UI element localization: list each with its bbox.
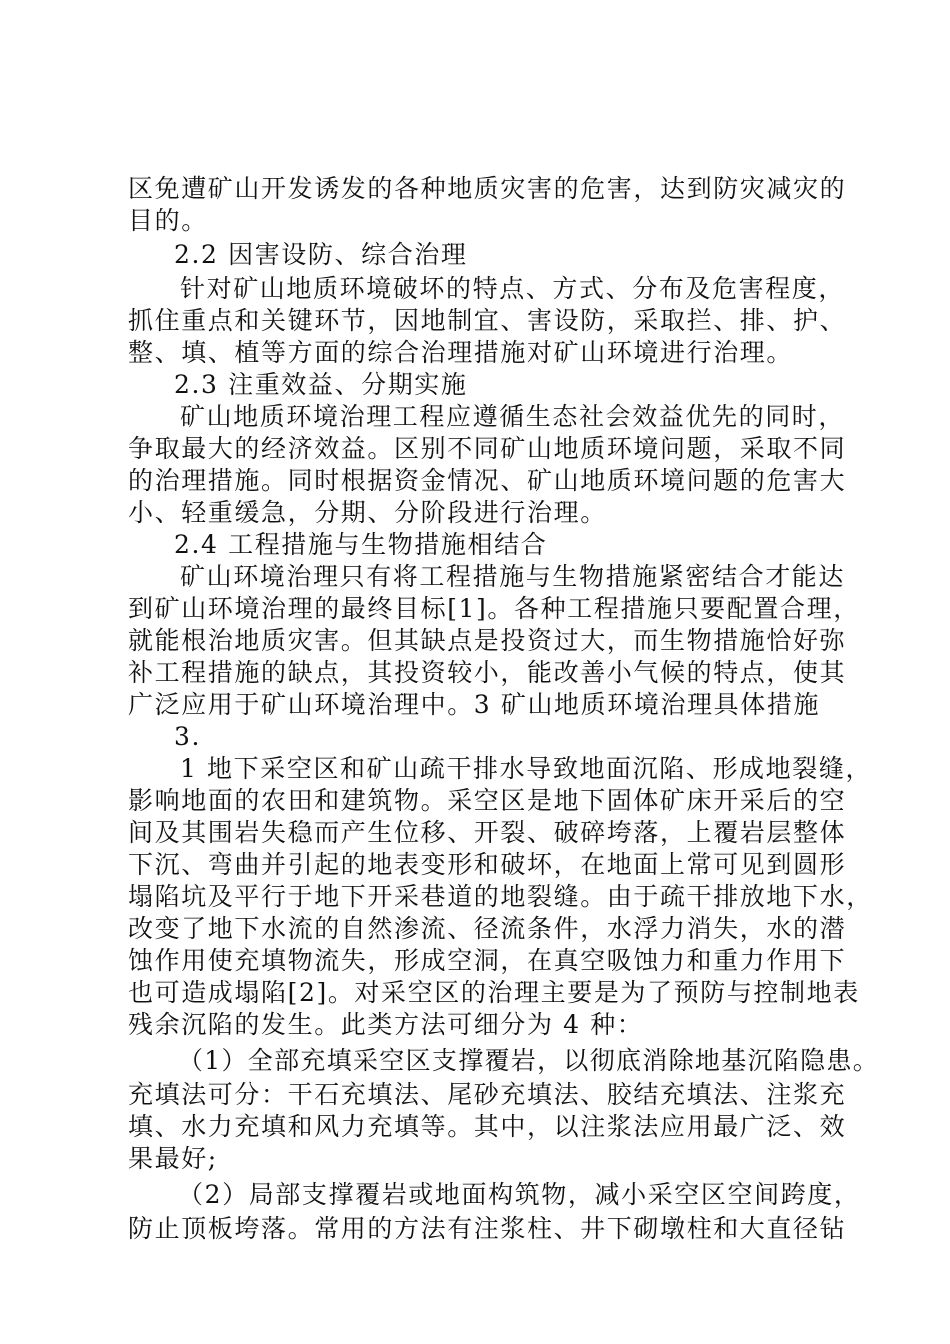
list-item-1: （1）全部充填采空区支撑覆岩，以彻底消除地基沉陷隐患。: [178, 1046, 880, 1075]
list-item-2: （2）局部支撑覆岩或地面构筑物，减小采空区空间跨度，: [178, 1180, 861, 1209]
body-text-line: 下沉、弯曲并引起的地表变形和破坏，在地面上常可见到圆形: [128, 850, 847, 879]
body-text-line: 整、填、植等方面的综合治理措施对矿山环境进行治理。: [128, 338, 794, 367]
body-text-line: 间及其围岩失稳而产生位移、开裂、破碎垮落，上覆岩层整体: [128, 818, 847, 847]
body-text-line: 的治理措施。同时根据资金情况、矿山地质环境问题的危害大: [128, 466, 847, 495]
body-text-line: 针对矿山地质环境破坏的特点、方式、分布及危害程度，: [180, 274, 846, 303]
section-number: 3.: [174, 722, 202, 751]
body-text-line: 广泛应用于矿山环境治理中。3 矿山地质环境治理具体措施: [128, 690, 821, 719]
body-text-line: 区免遭矿山开发诱发的各种地质灾害的危害，达到防灾减灾的: [128, 174, 847, 203]
body-text-line: 抓住重点和关键环节，因地制宜、害设防，采取拦、排、护、: [128, 306, 847, 335]
body-text-line: 1 地下采空区和矿山疏干排水导致地面沉陷、形成地裂缝，: [180, 754, 873, 783]
section-heading-2-2: 2.2 因害设防、综合治理: [174, 240, 468, 269]
section-heading-2-3: 2.3 注重效益、分期实施: [174, 370, 468, 399]
body-text-line: 矿山地质环境治理工程应遵循生态社会效益优先的同时，: [180, 402, 846, 431]
body-text-line: 改变了地下水流的自然渗流、径流条件，水浮力消失，水的潜: [128, 914, 847, 943]
body-text-line: 塌陷坑及平行于地下开采巷道的地裂缝。由于疏干排放地下水，: [128, 882, 873, 911]
body-text-line: 争取最大的经济效益。区别不同矿山地质环境问题，采取不同: [128, 434, 847, 463]
body-text-line: 防止顶板垮落。常用的方法有注浆柱、井下砌墩柱和大直径钻: [128, 1214, 847, 1243]
body-text-line: 充填法可分：干石充填法、尾砂充填法、胶结充填法、注浆充: [128, 1080, 847, 1109]
body-text-line: 小、轻重缓急，分期、分阶段进行治理。: [128, 498, 607, 527]
body-text-line: 到矿山环境治理的最终目标[1]。各种工程措施只要配置合理，: [128, 594, 860, 623]
body-text-line: 就能根治地质灾害。但其缺点是投资过大，而生物措施恰好弥: [128, 626, 847, 655]
body-text-line: 残余沉陷的发生。此类方法可细分为 4 种：: [128, 1010, 644, 1039]
section-heading-2-4: 2.4 工程措施与生物措施相结合: [174, 530, 548, 559]
body-text-line: 矿山环境治理只有将工程措施与生物措施紧密结合才能达: [180, 562, 846, 591]
body-text-line: 补工程措施的缺点，其投资较小，能改善小气候的特点，使其: [128, 658, 847, 687]
body-text-line: 蚀作用使充填物流失，形成空洞，在真空吸蚀力和重力作用下: [128, 946, 847, 975]
body-text-line: 填、水力充填和风力充填等。其中，以注浆法应用最广泛、效: [128, 1112, 847, 1141]
body-text-line: 果最好;: [128, 1144, 218, 1173]
body-text-line: 也可造成塌陷[2]。对采空区的治理主要是为了预防与控制地表: [128, 978, 860, 1007]
body-text-line: 目的。: [128, 206, 208, 235]
body-text-line: 影响地面的农田和建筑物。采空区是地下固体矿床开采后的空: [128, 786, 847, 815]
